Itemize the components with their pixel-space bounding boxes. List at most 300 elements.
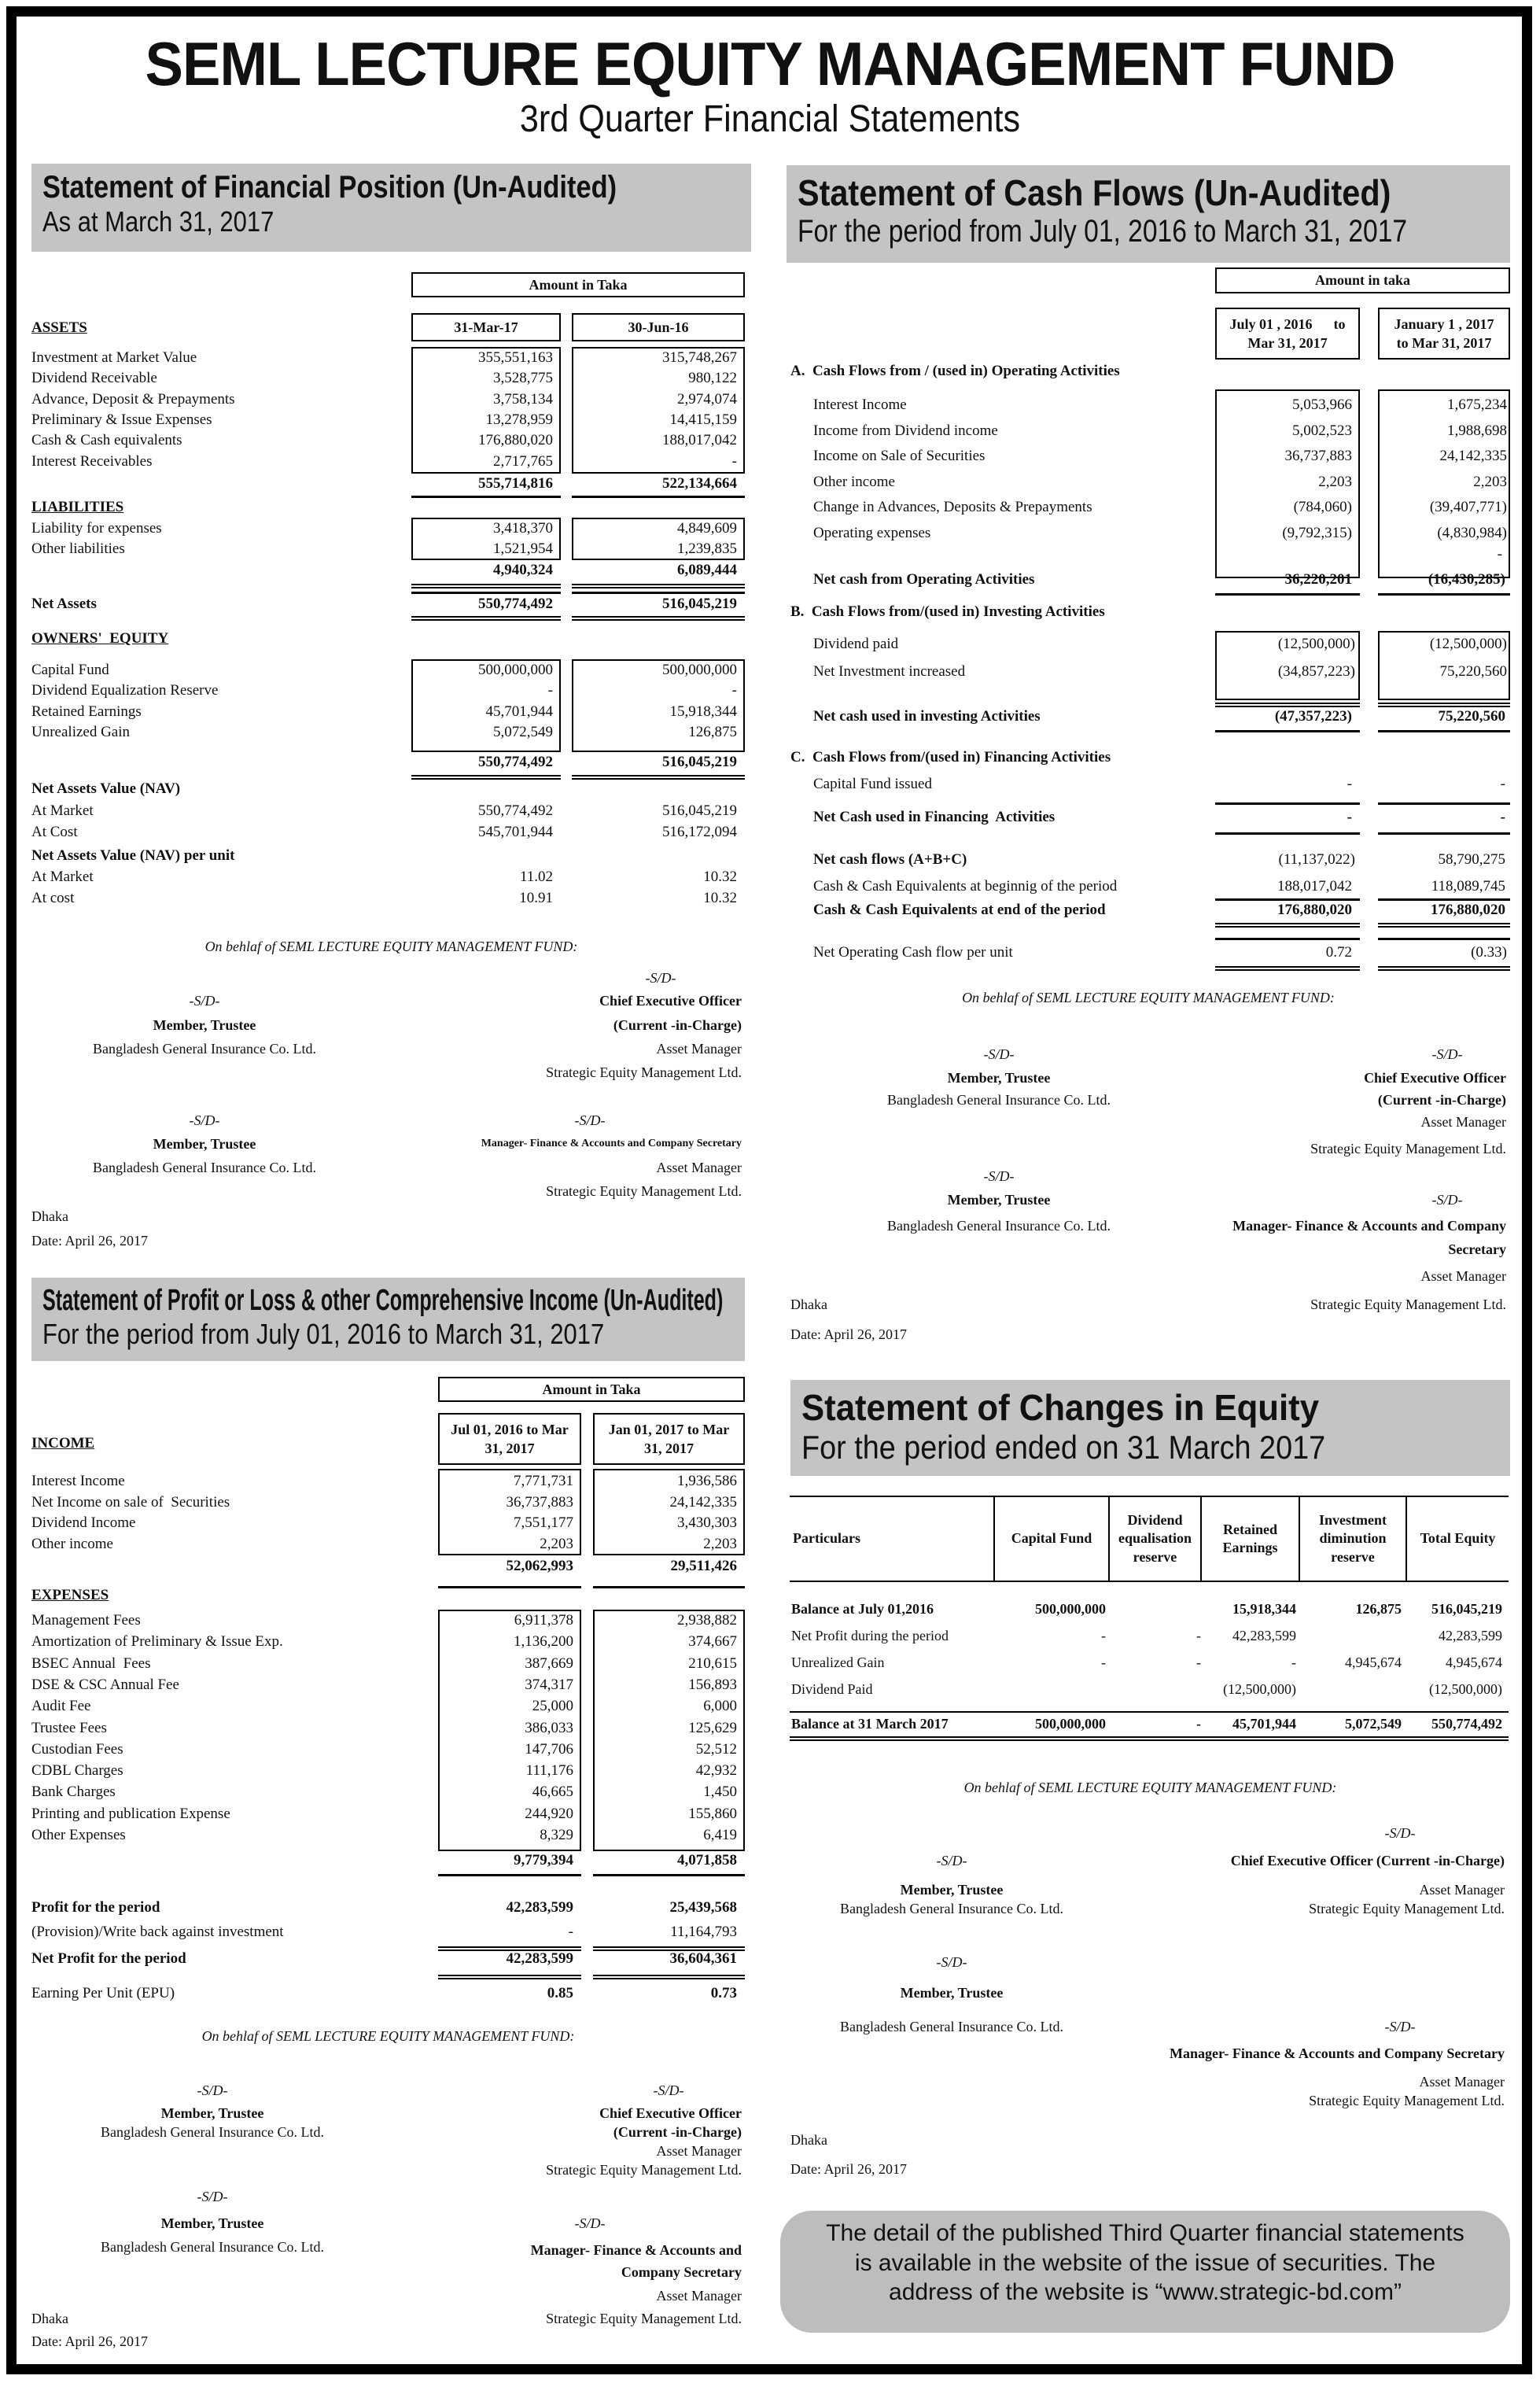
equity-row-c2: - [1196,1716,1201,1732]
cf-net-fin-rule-top-1 [1215,802,1360,805]
cf-section-b: B. Cash Flows from/(used in) Investing Activities [790,603,1105,620]
ce-sig-mgr-title: Manager- Finance & Accounts and Company Secretary [1170,2045,1505,2061]
fp-assets-total-rule-1 [411,496,561,498]
financial-position-subtitle: As at March 31, 2017 [42,205,274,238]
fp-sig-mgr-role: Asset Manager [656,1160,742,1175]
pl-profit-1: 42,283,599 [506,1899,573,1916]
pl-sig-trustee1-title: Member, Trustee [160,2105,264,2121]
cf-ending-2: 176,880,020 [1431,902,1505,918]
pl-expense-row-value-1: 387,669 [525,1654,573,1672]
pl-income-row-value-2: 2,203 [703,1535,737,1552]
ce-sig-trustee2-title: Member, Trustee [900,1985,1004,2001]
fp-sig-mgr-title: Manager- Finance & Accounts and Company Secretary [481,1138,742,1149]
pl-profit-2: 25,439,568 [669,1899,737,1916]
cf-beginning-1: 188,017,042 [1277,878,1352,895]
page-frame [6,6,1532,2374]
equity-row-c5: 4,945,674 [1446,1654,1502,1670]
pl-expense-row-value-2: 125,629 [688,1719,737,1736]
cf-sig-trustee2-title: Member, Trustee [947,1192,1051,1208]
pl-expenses-heading: EXPENSES [31,1587,109,1603]
equity-row-c1: - [1101,1628,1106,1643]
pl-expense-row-label: Amortization of Preliminary & Issue Exp. [31,1633,283,1651]
fp-sig-ceo-title: Chief Executive Officer [599,993,742,1009]
fp-nav-unit-row-value-2: 10.32 [703,869,737,885]
equity-row-c2: - [1196,1628,1201,1643]
eq-final-rule-top [790,1711,1509,1713]
pl-expense-row-value-1: 386,033 [525,1719,573,1736]
pl-exp-total-1: 9,779,394 [514,1852,573,1868]
pl-expense-row-value-1: 8,329 [540,1827,573,1843]
fp-nav-unit-row-value-1: 11.02 [519,869,553,885]
cf-operating-row-value-1: (9,792,315) [1282,524,1352,541]
cf-ending-rule-top-1 [1215,898,1360,901]
fp-equity-total-rule-2 [572,775,745,780]
fp-amount-label: Amount in Taka [411,272,745,297]
cf-section-c: C. Cash Flows from/(used in) Financing Activities [790,749,1111,765]
cf-sig-trustee2-sd: -S/D- [983,1168,1015,1184]
fp-equity-row-label: Unrealized Gain [31,723,131,740]
equity-row-label: Unrealized Gain [791,1654,885,1670]
pl-income-row-value-1: 7,771,731 [514,1473,573,1489]
pl-expense-row-value-1: 111,176 [525,1762,573,1780]
cf-net-inv-2: 75,220,560 [1438,708,1505,725]
fp-net-assets-2: 516,045,219 [662,596,737,612]
fp-sig-ceo-role: Asset Manager [656,1041,742,1057]
pl-sig-ceo-org: Strategic Equity Management Ltd. [546,2162,742,2178]
cf-investing-row-label: Net Investment increased [813,663,966,680]
fp-asset-row-value-1: 3,758,134 [493,390,553,408]
cf-financing-row-value-2: - [1500,776,1505,792]
pl-income-row-label: Interest Income [31,1473,125,1489]
changes-equity-subtitle: For the period ended on 31 March 2017 [801,1429,1326,1466]
ce-sig-trustee2-sd: -S/D- [936,1954,967,1970]
fp-liab-total-1: 4,940,324 [493,562,553,578]
pl-expense-row-label: DSE & CSC Annual Fee [31,1676,179,1693]
ce-sig-trustee1-org: Bangladesh General Insurance Co. Ltd. [840,1901,1063,1916]
fp-date: Date: April 26, 2017 [31,1233,148,1249]
cf-net-op-label: Net cash from Operating Activities [813,571,1035,588]
fp-equity-row-value-2: 500,000,000 [662,662,737,678]
cf-operating-row-value-2: (39,407,771) [1429,499,1507,515]
pl-expense-row-label: Custodian Fees [31,1740,123,1758]
cf-sig-trustee2-org: Bangladesh General Insurance Co. Ltd. [887,1218,1111,1234]
fp-nav-unit-row-label: At Market [31,869,94,885]
cf-col2-header [1378,308,1510,360]
cf-inv-rule-top-2 [1378,703,1510,707]
pl-net-profit-rule-1 [438,1975,581,1979]
fp-asset-row-label: Advance, Deposit & Prepayments [31,390,235,408]
cf-net-fin-label: Net Cash used in Financing Activities [813,809,1056,825]
fp-assets-total-1: 555,714,816 [478,475,553,492]
pl-expense-row-label: Audit Fee [31,1698,91,1715]
pl-expense-row-value-1: 1,136,200 [514,1633,573,1651]
pl-expense-row-value-2: 6,419 [703,1827,737,1843]
fp-sig-ceo-charge: (Current -in-Charge) [613,1017,742,1033]
cf-net-fin-2: - [1500,809,1505,825]
equity-col-capital: Capital Fund [994,1496,1109,1581]
fp-liab-total-2: 6,089,444 [677,562,737,578]
pl-sig-ceo-sd: -S/D- [653,2082,684,2098]
pl-expense-row-value-2: 374,667 [688,1633,737,1651]
pl-epu-2: 0.73 [710,1985,737,2001]
cf-operating-row-value-2: 2,203 [1473,473,1507,490]
equity-row-c2: - [1196,1654,1201,1670]
pl-income-row-value-2: 24,142,335 [669,1493,737,1511]
cf-col1-header [1215,308,1360,360]
fp-col1-header: 31-Mar-17 [411,313,561,341]
cf-net-fin-rule-1 [1215,832,1360,835]
website-note [780,2211,1510,2333]
website-note-line2: is available in the website of the issue of securities. The [854,2249,1436,2276]
pl-epu-label: Earning Per Unit (EPU) [31,1985,175,2001]
cf-section-a: A. Cash Flows from / (used in) Operating Activities [790,363,1120,379]
pl-income-heading: INCOME [31,1435,95,1452]
pl-col1-line1: Jul 01, 2016 to Mar [451,1421,569,1437]
pl-income-row-value-1: 36,737,883 [506,1493,573,1511]
ce-sig-mgr-org: Strategic Equity Management Ltd. [1309,2093,1505,2108]
fp-nav-row-value-2: 516,172,094 [662,823,737,840]
cf-ending-1: 176,880,020 [1277,902,1352,918]
pl-income-total-rule-1 [438,1586,581,1588]
cf-per-unit-rule-top-1 [1215,938,1360,940]
equity-row-c4: 126,875 [1355,1601,1402,1617]
fp-liability-row-value-1: 3,418,370 [493,520,553,537]
equity-row-c1: 500,000,000 [1035,1716,1106,1732]
ce-sig-trustee1-sd: -S/D- [936,1853,967,1868]
pl-expense-row-value-1: 25,000 [532,1698,573,1715]
fp-nav-row-label: At Cost [31,823,78,840]
equity-row-c3: (12,500,000) [1223,1681,1296,1697]
fp-equity-total-1: 550,774,492 [478,754,553,770]
fp-sig-trustee2-title: Member, Trustee [153,1136,256,1152]
pl-net-profit-label: Net Profit for the period [31,1950,186,1967]
equity-col-div-reserve: Dividend equalisation reserve [1109,1496,1201,1581]
equity-row-c1: - [1101,1654,1106,1670]
cf-operating-row-value-1: 2,203 [1318,473,1352,490]
fp-asset-row-value-2: 188,017,042 [662,432,737,449]
pl-sig-mgr-role: Asset Manager [656,2288,742,2304]
cf-investing-row-value-1: (34,857,223) [1277,663,1355,680]
fp-nav-heading: Net Assets Value (NAV) [31,780,181,797]
fp-equity-total-2: 516,045,219 [662,754,737,770]
equity-row-c4: 5,072,549 [1345,1716,1402,1732]
ce-place: Dhaka [790,2132,827,2148]
cf-net-flows-label: Net cash flows (A+B+C) [813,851,967,868]
equity-row-label: Balance at 31 March 2017 [791,1716,949,1732]
pl-provision-2: 11,164,793 [670,1924,737,1940]
cf-sig-mgr-sd: -S/D- [1431,1192,1463,1208]
fp-sig-ceo-sd: -S/D- [645,970,676,986]
cf-operating-row-value-2: (4,830,984) [1437,524,1507,541]
fp-net-assets-rule-top-2 [572,592,745,594]
fp-asset-row-value-2: 315,748,267 [662,349,737,366]
cf-operating-row-value-2: 1,675,234 [1447,397,1507,413]
fp-liability-row-value-1: 1,521,954 [493,540,553,557]
cf-sig-ceo-charge: (Current -in-Charge) [1377,1092,1506,1108]
fp-nav-row-value-1: 545,701,944 [478,823,553,840]
fp-asset-row-label: Preliminary & Issue Expenses [31,411,212,428]
cf-beginning-label: Cash & Cash Equivalents at beginnig of the period [813,878,1118,895]
pl-col1-line2: 31, 2017 [484,1440,535,1456]
pl-net-profit-rule-2 [593,1975,745,1979]
cf-sig-ceo-org: Strategic Equity Management Ltd. [1310,1141,1506,1156]
fp-equity-row-value-2: - [731,682,737,699]
pl-sig-mgr-org: Strategic Equity Management Ltd. [546,2311,742,2326]
fp-on-behalf: On behlaf of SEML LECTURE EQUITY MANAGEMENT FUND: [204,939,578,954]
pl-expense-row-value-2: 42,932 [695,1762,737,1780]
pl-sig-ceo-role: Asset Manager [656,2143,742,2159]
cf-operating-row-label: Interest Income [813,397,907,413]
cf-ending-label: Cash & Cash Equivalents at end of the period [813,902,1106,918]
ce-sig-trustee2-org: Bangladesh General Insurance Co. Ltd. [840,2019,1063,2034]
pl-net-profit-1: 42,283,599 [506,1950,573,1967]
fp-equity-row-value-1: 500,000,000 [478,662,553,678]
equity-row-c3: - [1291,1654,1296,1670]
pl-expense-row-label: Printing and publication Expense [31,1805,230,1822]
fp-liab-total-rule-2 [572,584,745,588]
fp-equity-row-value-2: 15,918,344 [669,703,737,720]
pl-amount-label: Amount in Taka [438,1377,745,1402]
pl-col2-line1: Jan 01, 2017 to Mar [608,1421,730,1437]
financial-position-title: Statement of Financial Position (Un-Audited) [42,170,617,205]
equity-row-c3: 42,283,599 [1232,1628,1296,1643]
cf-operating-row-label: Change in Advances, Deposits & Prepayments [813,499,1092,515]
pl-expense-row-label: BSEC Annual Fees [31,1654,151,1672]
ce-sig-ceo-role: Asset Manager [1419,1882,1505,1898]
fp-asset-row-label: Interest Receivables [31,452,153,470]
cf-per-unit-rule-1 [1215,966,1360,971]
fp-asset-row-value-2: 14,415,159 [669,411,737,428]
profit-loss-header [31,1278,745,1361]
cf-sig-trustee1-title: Member, Trustee [947,1070,1051,1086]
pl-expense-row-label: CDBL Charges [31,1762,123,1780]
pl-income-total-rule-2 [593,1586,745,1588]
fp-net-assets-1: 550,774,492 [478,596,553,612]
cf-per-unit-rule-top-2 [1378,938,1510,940]
fp-nav-unit-row-value-2: 10.32 [703,889,737,906]
fp-nav-row-value-2: 516,045,219 [662,802,737,819]
fp-asset-row-value-1: 2,717,765 [493,452,553,470]
fp-sig-trustee1-title: Member, Trustee [153,1017,256,1033]
fp-liab-total-rule-1 [411,584,561,588]
pl-exp-total-rule-2 [593,1874,745,1876]
fp-sig-trustee2-org: Bangladesh General Insurance Co. Ltd. [93,1160,316,1175]
cf-operating-row-label: Other income [813,473,895,490]
fp-asset-row-value-2: 980,122 [688,370,737,387]
pl-income-row-value-1: 2,203 [540,1535,573,1552]
equity-row-c3: 45,701,944 [1232,1716,1296,1732]
fp-asset-row-value-1: 355,551,163 [478,349,553,366]
fp-liability-row-value-2: 1,239,835 [677,540,737,557]
cf-operating-row-label: Income on Sale of Securities [813,448,986,464]
fp-liability-row-label: Other liabilities [31,540,125,557]
pl-sig-trustee1-org: Bangladesh General Insurance Co. Ltd. [101,2124,324,2140]
fp-sig-mgr-sd: -S/D- [574,1112,606,1128]
pl-col2-line2: 31, 2017 [644,1440,694,1456]
cf-operating-row-label: Operating expenses [813,524,931,541]
fp-asset-row-label: Investment at Market Value [31,349,197,366]
pl-expense-row-value-1: 6,911,378 [514,1612,573,1629]
pl-expense-row-value-2: 6,000 [703,1698,737,1715]
cf-per-unit-2: (0.33) [1471,944,1507,961]
ce-sig-ceo-org: Strategic Equity Management Ltd. [1309,1901,1505,1916]
cf-operating-row-label: Income from Dividend income [813,422,998,439]
pl-sig-ceo-charge: (Current -in-Charge) [613,2124,742,2140]
pl-sig-mgr-sd: -S/D- [574,2215,606,2231]
equity-row-c1: 500,000,000 [1035,1601,1106,1617]
eq-final-rule [790,1736,1509,1741]
fp-asset-row-value-2: - [731,452,737,470]
cf-operating-row-value-2: 1,988,698 [1447,422,1507,439]
cf-net-inv-rule-2 [1378,730,1510,732]
pl-date: Date: April 26, 2017 [31,2333,148,2349]
fp-asset-row-value-1: 176,880,020 [478,432,553,449]
cf-net-inv-1: (47,357,223) [1274,708,1352,725]
pl-sig-trustee2-org: Bangladesh General Insurance Co. Ltd. [101,2239,324,2255]
fp-equity-total-rule-1 [411,775,561,780]
pl-income-row-label: Net Income on sale of Securities [31,1493,230,1511]
pl-sig-mgr-title-b: Company Secretary [621,2264,742,2280]
fp-net-assets-rule-2 [572,616,745,621]
pl-income-row-value-2: 1,936,586 [677,1473,737,1489]
pl-income-row-label: Other income [31,1535,113,1552]
fp-sig-mgr-org: Strategic Equity Management Ltd. [546,1183,742,1199]
cf-operating-row-value-1: 5,053,966 [1292,397,1352,413]
pl-place: Dhaka [31,2311,68,2326]
cf-net-op-rule-1 [1215,593,1360,596]
fp-net-assets-label: Net Assets [31,596,97,612]
ce-on-behalf: On behlaf of SEML LECTURE EQUITY MANAGEMENT FUND: [963,1780,1337,1795]
equity-row-c5: 516,045,219 [1431,1601,1502,1617]
fp-sig-ceo-org: Strategic Equity Management Ltd. [546,1064,742,1080]
cf-net-fin-rule-top-2 [1378,802,1510,805]
website-note-line1: The detail of the published Third Quarter financial statements [826,2220,1464,2246]
equity-col-inv-reserve: Investment diminution reserve [1299,1496,1406,1581]
fp-assets-total-rule-2 [572,496,745,498]
cf-sig-ceo-role: Asset Manager [1420,1114,1506,1130]
equity-row-c3: 15,918,344 [1232,1601,1296,1617]
pl-expense-row-label: Bank Charges [31,1784,116,1801]
equity-row-label: Balance at July 01,2016 [791,1601,934,1617]
fp-nav-row-value-1: 550,774,492 [478,802,553,819]
pl-expense-row-value-2: 2,938,882 [677,1612,737,1629]
cf-beginning-2: 118,089,745 [1431,878,1505,895]
fp-liability-row-label: Liability for expenses [31,520,162,537]
cf-amount-label: Amount in taka [1215,267,1510,293]
cf-net-inv-label: Net cash used in investing Activities [813,708,1041,725]
pl-sig-trustee1-sd: -S/D- [197,2082,228,2098]
pl-epu-1: 0.85 [547,1985,573,2001]
cf-ending-rule-1 [1215,923,1360,928]
cf-col1-line2: Mar 31, 2017 [1247,335,1328,351]
pl-col2-header [593,1413,745,1465]
pl-expense-row-value-2: 1,450 [703,1784,737,1801]
fp-sig-trustee1-sd: -S/D- [189,993,220,1009]
fp-net-assets-rule-top-1 [411,592,561,594]
changes-equity-table [790,1496,1509,1582]
fp-liabilities-heading: LIABILITIES [31,499,124,515]
fp-equity-row-label: Retained Earnings [31,703,142,720]
cf-net-op-1: 36,220,201 [1284,571,1352,588]
fp-nav-unit-row-value-1: 10.91 [519,889,553,906]
cf-col2-line1: January 1 , 2017 [1394,315,1494,332]
fp-equity-row-label: Capital Fund [31,662,109,678]
equity-row-label: Dividend Paid [791,1681,873,1697]
pl-expense-row-label: Other Expenses [31,1827,126,1843]
pl-expense-row-value-1: 147,706 [525,1740,573,1758]
fp-equity-heading: OWNERS' EQUITY [31,630,169,647]
pl-expense-row-value-1: 374,317 [525,1676,573,1693]
profit-loss-title: Statement of Profit or Loss & other Comprehensive Income (Un-Audited) [42,1284,724,1317]
cf-sig-mgr-org: Strategic Equity Management Ltd. [1310,1297,1506,1312]
cf-sig-ceo-title: Chief Executive Officer [1364,1070,1506,1086]
cf-operating-row-value-1: 5,002,523 [1292,422,1352,439]
cf-operating-row-value-1: (784,060) [1293,499,1352,515]
equity-col-total: Total Equity [1406,1496,1509,1581]
cf-net-flows-1: (11,137,022) [1278,851,1355,868]
pl-on-behalf: On behlaf of SEML LECTURE EQUITY MANAGEMENT FUND: [201,2028,575,2044]
cf-inv-rule-top-1 [1215,703,1360,707]
page-subtitle: 3rd Quarter Financial Statements [519,98,1021,140]
ce-sig-ceo-sd: -S/D- [1384,1825,1416,1841]
pl-col1-header [438,1413,581,1465]
cf-financing-row-label: Capital Fund issued [813,776,932,792]
fp-asset-row-value-1: 3,528,775 [493,370,553,387]
pl-expense-row-label: Trustee Fees [31,1719,107,1736]
cf-operating-row-value-1: 36,737,883 [1284,448,1352,464]
cf-col1-line1: July 01 , 2016 to [1229,315,1346,332]
cf-col2-line2: to Mar 31, 2017 [1396,335,1492,351]
ce-sig-trustee1-title: Member, Trustee [900,1882,1004,1898]
equity-row-label: Net Profit during the period [791,1628,949,1643]
cf-sig-trustee1-org: Bangladesh General Insurance Co. Ltd. [887,1092,1111,1108]
pl-expense-row-value-1: 46,665 [532,1784,573,1801]
fp-sig-trustee2-sd: -S/D- [189,1112,220,1128]
cf-investing-row-value-2: (12,500,000) [1429,636,1507,652]
cf-sig-mgr-role: Asset Manager [1420,1268,1506,1284]
cf-per-unit-rule-2 [1378,966,1510,971]
fp-assets-total-2: 522,134,664 [662,475,737,492]
pl-income-total-2: 29,511,426 [670,1558,737,1574]
equity-row-c4: 4,945,674 [1345,1654,1402,1670]
cf-ending-rule-top-2 [1378,898,1510,901]
cash-flows-title: Statement of Cash Flows (Un-Audited) [798,172,1391,213]
changes-equity-title: Statement of Changes in Equity [801,1387,1320,1428]
cf-per-unit-1: 0.72 [1325,944,1352,961]
ce-sig-ceo-title: Chief Executive Officer (Current -in-Charge) [1230,1853,1505,1868]
pl-provision-label: (Provision)/Write back against investment [31,1924,284,1940]
ce-sig-mgr-role: Asset Manager [1419,2074,1505,2090]
equity-row-c5: 550,774,492 [1431,1716,1502,1732]
fp-asset-row-label: Dividend Receivable [31,370,157,387]
cf-per-unit-label: Net Operating Cash flow per unit [813,944,1013,961]
profit-loss-subtitle: For the period from July 01, 2016 to March 31, 2017 [42,1318,605,1350]
website-note-line3: address of the website is “www.strategic-bd.com” [889,2279,1402,2305]
cash-flows-header [787,165,1510,263]
pl-income-total-1: 52,062,993 [506,1558,573,1574]
fp-equity-row-value-2: 126,875 [688,723,737,740]
fp-nav-unit-row-label: At cost [31,889,75,906]
cf-net-inv-rule-1 [1215,730,1360,732]
fp-place: Dhaka [31,1208,68,1224]
equity-row-c5: 42,283,599 [1439,1628,1502,1643]
cf-investing-row-label: Dividend paid [813,636,899,652]
equity-header-row [790,1496,1509,1581]
ce-date: Date: April 26, 2017 [790,2161,907,2177]
fp-asset-row-value-1: 13,278,959 [485,411,553,428]
cf-op-extra-dash: - [1497,546,1502,563]
fp-equity-row-value-1: 45,701,944 [485,703,553,720]
